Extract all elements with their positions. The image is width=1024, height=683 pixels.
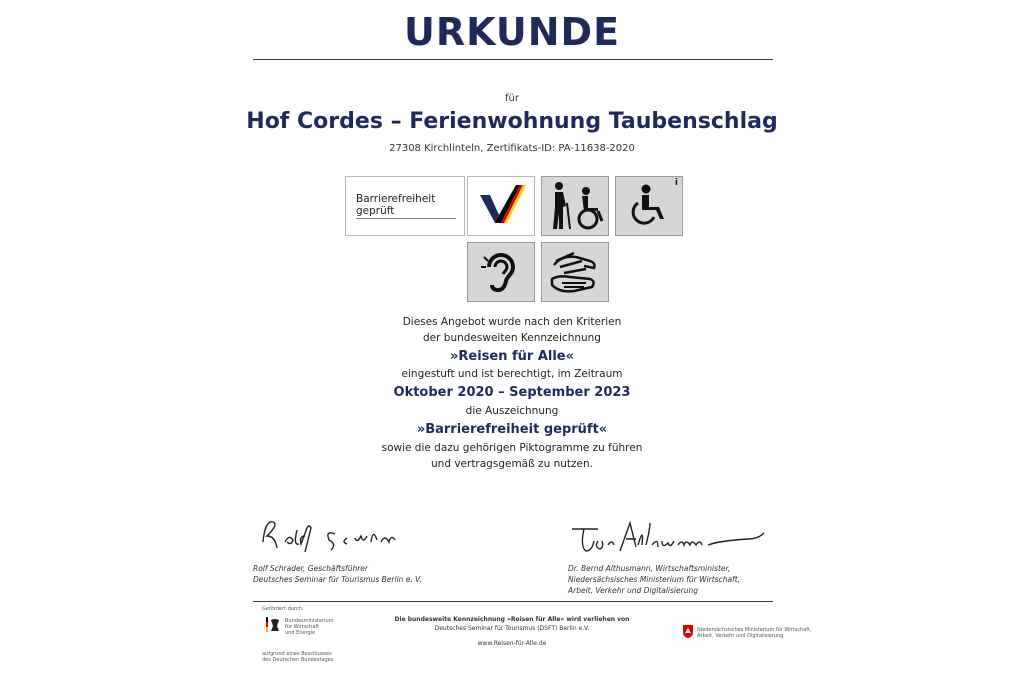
sign-language-tile	[541, 242, 609, 302]
footer-awarded-by: Die bundesweite Kennzeichnung »Reisen für Alle« wird verliehen von	[394, 616, 630, 623]
nds-ministry-line-1: Niedersächsisches Ministerium für Wirtschaft,	[697, 627, 812, 633]
validity-period: Oktober 2020 – September 2023	[393, 385, 631, 400]
footer-organization: Deutsches Seminar für Tourismus (DSFT) Berlin e.V.	[434, 625, 590, 632]
hearing-impairment-tile	[467, 242, 535, 302]
hearing-impairment-icon	[468, 243, 534, 301]
checkmark-logo-icon	[468, 177, 534, 235]
signatory-left-org: Deutsches Seminar für Tourismus Berlin e. V.	[253, 575, 422, 584]
bmwi-line-2: für Wirtschaft	[285, 624, 320, 630]
funded-by-label: Gefördert durch:	[262, 606, 304, 612]
walking-impairment-tile	[541, 176, 609, 236]
body-line-3: eingestuft und ist berechtigt, im Zeitraum	[401, 368, 623, 380]
bundestag-line-1: aufgrund eines Beschlusses	[262, 651, 332, 657]
signature-right	[568, 515, 768, 560]
info-mark: i	[674, 178, 678, 188]
badge-line2: geprüft	[356, 205, 395, 217]
signature-left	[255, 512, 425, 557]
bmwi-line-3: und Energie	[285, 630, 316, 636]
label-name: »Reisen für Alle«	[449, 349, 575, 364]
wheelchair-icon	[616, 177, 682, 235]
body-line-1: Dieses Angebot wurde nach den Kriterien	[402, 316, 622, 328]
signatory-right-org-1: Niedersächsisches Ministerium für Wirtschaft,	[568, 575, 741, 584]
bmwi-line-1: Bundesministerium	[285, 618, 334, 624]
wheelchair-tile	[615, 176, 683, 236]
body-line-2: der bundesweiten Kennzeichnung	[423, 332, 601, 344]
walking-impairment-icon	[542, 177, 608, 235]
sign-language-icon	[542, 243, 608, 301]
body-line-5: sowie die dazu gehörigen Piktogramme zu führen	[381, 442, 643, 454]
award-name: »Barrierefreiheit geprüft«	[416, 422, 608, 437]
body-line-4: die Auszeichnung	[465, 405, 559, 417]
footer-divider	[253, 601, 773, 602]
holder-address: 27308 Kirchlinteln, Zertifikats-ID: PA-11638-2020	[389, 143, 635, 154]
signatory-right-org-2: Arbeit, Verkehr und Digitalisierung	[568, 586, 698, 595]
bundestag-line-2: des Deutschen Bundestages	[262, 657, 334, 663]
badge-underline	[356, 218, 456, 219]
for-label: für	[505, 93, 519, 104]
signatory-left-name: Rolf Schrader, Geschäftsführer	[253, 564, 368, 573]
checkmark-logo-tile	[467, 176, 535, 236]
footer-website: www.Reisen-für-Alle.de	[477, 640, 547, 647]
title-divider	[253, 59, 773, 60]
barrierefreiheit-badge	[345, 176, 465, 236]
niedersachsen-crest-icon	[683, 625, 693, 638]
holder-name: Hof Cordes – Ferienwohnung Taubenschlag	[246, 109, 778, 134]
signatory-right-name: Dr. Bernd Althusmann, Wirtschaftsminister,	[568, 564, 731, 573]
certificate-title: URKUNDE	[403, 10, 621, 54]
body-line-6: und vertragsgemäß zu nutzen.	[431, 458, 593, 470]
badge-line1: Barrierefreiheit	[356, 193, 436, 205]
nds-ministry-line-2: Arbeit, Verkehr und Digitalisierung	[697, 633, 784, 639]
